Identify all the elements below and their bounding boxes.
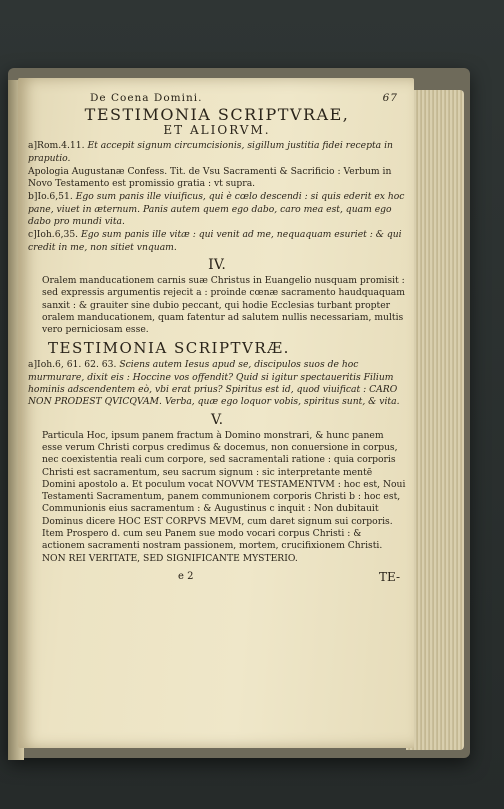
book-page	[18, 78, 414, 748]
heading-testimonia-scripturae: TESTIMONIA SCRIPTVRÆ.	[48, 339, 290, 358]
citation-ioh-6-61	[28, 359, 406, 408]
citation-apologia	[28, 166, 406, 191]
page-edges	[406, 90, 464, 750]
citation-io-6-51	[28, 191, 406, 228]
running-head	[90, 92, 406, 104]
citation-text: Sciens autem Iesus apud se, discipulos suos de hoc murmurare, dixit eis : Hoccine vos offendit? Quid si igitur spectaueritis Filium hominis adscendentem eò, vbi erat prius? Spiritus est id, quod viuificat : CARO NON PRODEST QVICQVAM. Verba, quæ ego loquor vobis, spiritus sunt, & vita.	[28, 359, 400, 408]
book	[8, 60, 470, 760]
citation-text: Et accepit signum circumcisionis, sigillum justitia fidei recepta in praputio.	[28, 140, 393, 164]
citation-ref: a]Rom.4.11.	[28, 140, 85, 152]
citation-ref: Apologia	[28, 165, 69, 177]
catchword: TE-	[378, 569, 400, 584]
page-text	[28, 92, 406, 583]
running-head-title: De Coena Domini.	[90, 92, 203, 104]
citation-rom	[28, 140, 406, 165]
signature-mark: e 2	[178, 570, 194, 582]
citation-ref: c]Ioh.6,35.	[28, 229, 79, 241]
citation-ref: a]Ioh.6, 61. 62. 63.	[28, 359, 117, 371]
citation-text: Augustanæ Confess. Tit. de Vsu Sacramenti & Sacrificio : Verbum in Novo Testamento est promissio gratia : vt supra.	[28, 165, 392, 190]
heading-et-aliorum: ET ALIORVM.	[163, 123, 271, 138]
section-number-iv: IV.	[208, 256, 226, 273]
section-number-v: V.	[210, 411, 224, 428]
section-v-paragraph: Particula Hoc, ipsum panem fractum à Domino monstrari, & hunc panem esse verum Christi corpus credimus & docemus, non conuersione in corpus, nec coexistentia reali cum corpore, sed sacramentali ratione : quia corporis Christi est sacramentum, seu sacrum signum : sic interpretante mentē Domini apostolo a. Et poculum vocat NOVVM TESTAMENTVM : hoc est, Noui Testamenti Sacramentum, panem communionem corporis Christi b : hoc est, Communionis eius sacramentum : & Augustinus c inquit : Non dubitauit Dominus dicere HOC EST CORPVS MEVM, cum daret signum sui corporis. Item Prospero d. cum seu Panem sue modo vocari corpus Christi : & actionem sacramenti nostram passionem, mortem, crucifixionem Christi. NON REI VERITATE, SED SIGNIFICANTE MYSTERIO.	[42, 429, 406, 564]
page-footer	[28, 571, 406, 583]
section-iv-paragraph: Oralem manducationem carnis suæ Christus in Euangelio nusquam promisit : sed expressis argumentis rejecit a : proinde cœnæ sacramento haudquaquam sanxit : & grauiter sine dubio peccant, qui hodie Ecclesias turbant propter oralem manducationem, quam fatentur ad salutem nullis necessariam, multis vero perniciosam esse.	[42, 274, 405, 336]
citation-io-6-35	[28, 229, 406, 254]
heading-testimonia: TESTIMONIA SCRIPTVRAE,	[84, 105, 350, 125]
citation-text: Ego sum panis ille viuificus, qui è cœlo descendi : si quis ederit ex hoc pane, viuet in æternum. Panis autem quem ego dabo, caro mea est, quam ego dabo pro mundi vita.	[28, 191, 405, 228]
citation-ref: b]Io.6,51.	[28, 191, 73, 203]
page-number: 67	[382, 92, 398, 104]
citation-text: Ego sum panis ille vitæ : qui venit ad me, nequaquam esuriet : & qui credit in me, non sitiet vnquam.	[28, 229, 402, 253]
